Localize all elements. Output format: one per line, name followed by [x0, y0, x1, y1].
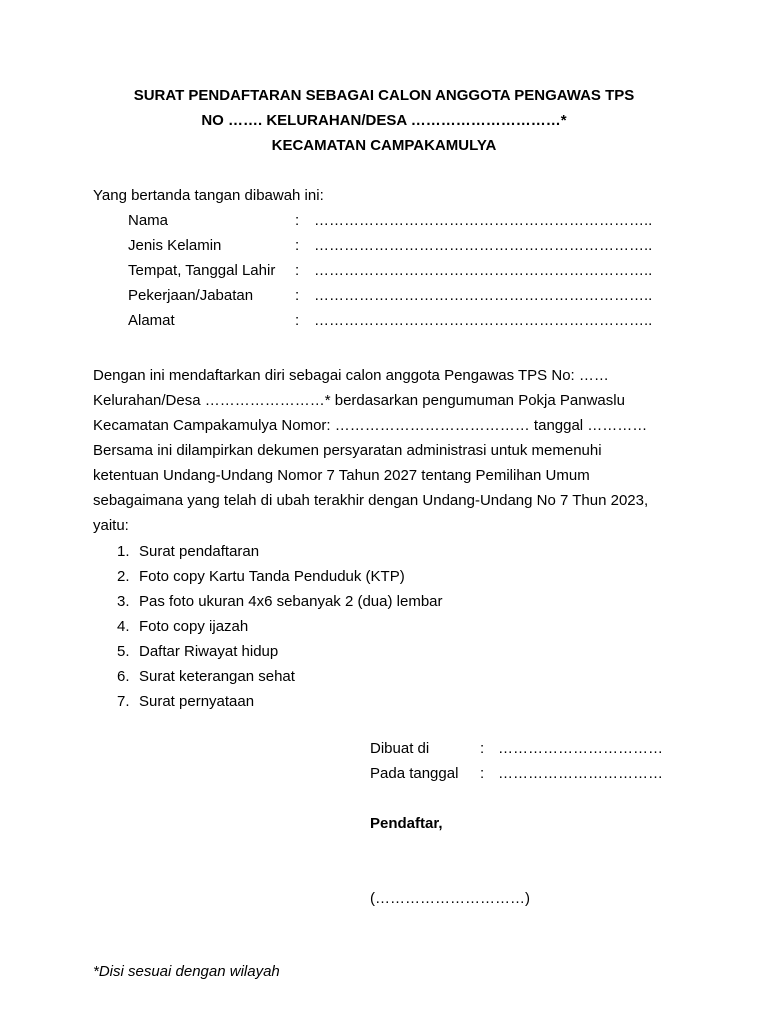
list-item	[117, 614, 443, 639]
field-colon: :	[295, 262, 300, 279]
paragraph-line: yaitu:	[93, 517, 129, 534]
list-text: Foto copy ijazah	[139, 618, 249, 635]
list-text: Foto copy Kartu Tanda Penduduk (KTP)	[139, 568, 405, 585]
field-colon: :	[295, 237, 300, 254]
field-label: Jenis Kelamin	[128, 237, 222, 254]
field-blank: …………………………………………………………..	[314, 262, 653, 279]
paragraph-line: Dengan ini mendaftarkan diri sebagai calon anggota Pengawas TPS No: ……	[93, 367, 609, 384]
place-blank: ……………………………	[498, 740, 663, 757]
list-item	[117, 539, 443, 564]
place-label: Dibuat di	[370, 740, 430, 757]
list-item	[117, 589, 443, 614]
field-row-alamat	[128, 312, 688, 337]
list-text: Surat pernyataan	[139, 693, 255, 710]
date-blank: ……………………………	[498, 765, 663, 782]
paragraph-line: Kelurahan/Desa ……………………* berdasarkan pengumuman Pokja Panwaslu	[93, 392, 625, 409]
field-row-tempat-tanggal-lahir	[128, 262, 688, 287]
list-text: Pas foto ukuran 4x6 sebanyak 2 (dua) lembar	[139, 593, 443, 610]
field-colon: :	[295, 312, 300, 329]
paragraph-line: Kecamatan Campakamulya Nomor: ………………………………… tanggal …………	[93, 417, 648, 434]
list-number: 2.	[117, 568, 130, 585]
requirements-list	[117, 539, 443, 714]
list-text: Surat pendaftaran	[139, 543, 260, 560]
list-text: Daftar Riwayat hidup	[139, 643, 279, 660]
signature-place-row	[370, 740, 680, 765]
field-label: Pekerjaan/Jabatan	[128, 287, 254, 304]
document-title-line1: SURAT PENDAFTARAN SEBAGAI CALON ANGGOTA PENGAWAS TPS	[133, 87, 635, 104]
signature-date-row	[370, 765, 680, 790]
list-number: 1.	[117, 543, 130, 560]
field-blank: …………………………………………………………..	[314, 212, 653, 229]
body-paragraph	[93, 363, 674, 538]
paragraph-line: Bersama ini dilampirkan dekumen persyaratan administrasi untuk memenuhi	[93, 442, 602, 459]
paragraph-line: ketentuan Undang-Undang Nomor 7 Tahun 2027 tentang Pemilihan Umum	[93, 467, 590, 484]
field-row-pekerjaan	[128, 287, 688, 312]
field-blank: …………………………………………………………..	[314, 287, 653, 304]
list-number: 3.	[117, 593, 130, 610]
field-label: Tempat, Tanggal Lahir	[128, 262, 276, 279]
list-number: 5.	[117, 643, 130, 660]
field-colon: :	[295, 212, 300, 229]
list-number: 7.	[117, 693, 130, 710]
list-number: 6.	[117, 668, 130, 685]
signature-name-line: (…………………………)	[370, 890, 530, 907]
document-title-line2: NO ……. KELURAHAN/DESA …………………………*	[201, 112, 567, 129]
list-item	[117, 639, 443, 664]
field-blank: …………………………………………………………..	[314, 312, 653, 329]
field-row-jenis-kelamin	[128, 237, 688, 262]
paragraph-line: sebagaimana yang telah di ubah terakhir dengan Undang-Undang No 7 Thun 2023,	[93, 492, 649, 509]
field-colon: :	[295, 287, 300, 304]
date-label: Pada tanggal	[370, 765, 459, 782]
signature-block	[370, 740, 680, 790]
date-colon: :	[480, 765, 485, 782]
footnote: *Disi sesuai dengan wilayah	[93, 963, 280, 980]
list-item	[117, 664, 443, 689]
place-colon: :	[480, 740, 485, 757]
field-label: Alamat	[128, 312, 175, 329]
document-title-line3: KECAMATAN CAMPAKAMULYA	[271, 137, 497, 154]
list-item	[117, 689, 443, 714]
field-row-nama	[128, 212, 688, 237]
list-item	[117, 564, 443, 589]
list-text: Surat keterangan sehat	[139, 668, 295, 685]
field-blank: …………………………………………………………..	[314, 237, 653, 254]
identity-fields	[128, 212, 688, 337]
registrant-label: Pendaftar,	[370, 815, 443, 832]
intro-text: Yang bertanda tangan dibawah ini:	[93, 187, 324, 204]
field-label: Nama	[128, 212, 169, 229]
list-number: 4.	[117, 618, 130, 635]
